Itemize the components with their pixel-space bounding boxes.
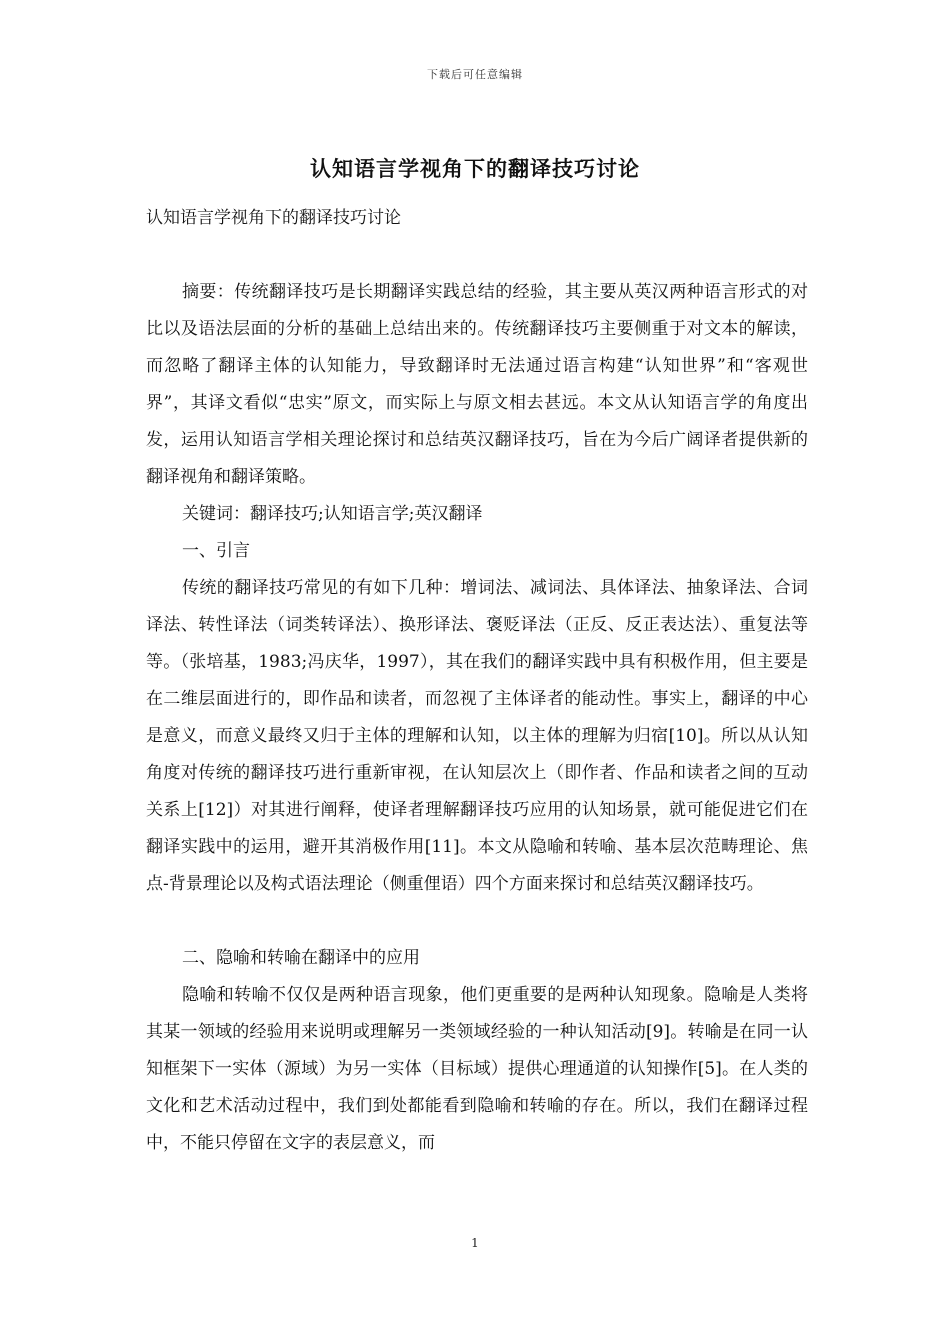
header-note: 下载后可任意编辑 <box>427 68 523 81</box>
page-number: 1 <box>471 1236 479 1250</box>
keywords-line: 关键词：翻译技巧;认知语言学;英汉翻译 <box>182 504 483 524</box>
section-2-paragraph: 隐喻和转喻不仅仅是两种语言现象，他们更重要的是两种认知现象。隐喻是人类将其某一领域的经验用来说明或理解另一类领域经验的一种认知活动[9]。转喻是在同一认知框架下一实体（源域）为另一实体（目标域）提供心理通道的认知操作[5]。在人类的文化和艺术活动过程中，我们到处都能看到隐喻和转喻的存在。所以，我们在翻译过程中，不能只停留在文字的表层意义，而 <box>146 985 808 1153</box>
document-title: 认知语言学视角下的翻译技巧讨论 <box>310 156 640 181</box>
section-1-paragraph: 传统的翻译技巧常见的有如下几种：增词法、减词法、具体译法、抽象译法、合词译法、转性译法（词类转译法）、换形译法、褒贬译法（正反、反正表达法）、重复法等等。（张培基，1983;冯庆华，1997），其在我们的翻译实践中具有积极作用，但主要是在二维层面进行的，即作品和读者，而忽视了主体译者的能动性。事实上，翻译的中心是意义，而意义最终又归于主体的理解和认知，以主体的理解为归宿[10]。所以从认知角度对传统的翻译技巧进行重新审视，在认知层次上（即作者、作品和读者之间的互动关系上[12]）对其进行阐释，使译者理解翻译技巧应用的认知场景，就可能促进它们在翻译实践中的运用，避开其消极作用[11]。本文从隐喻和转喻、基本层次范畴理论、焦点-背景理论以及构式语法理论（侧重俚语）四个方面来探讨和总结英汉翻译技巧。 <box>146 578 808 894</box>
abstract-paragraph: 摘要：传统翻译技巧是长期翻译实践总结的经验，其主要从英汉两种语言形式的对比以及语法层面的分析的基础上总结出来的。传统翻译技巧主要侧重于对文本的解读，而忽略了翻译主体的认知能力，导致翻译时无法通过语言构建“认知世界”和“客观世界”，其译文看似“忠实”原文，而实际上与原文相去甚远。本文从认知语言学的角度出发，运用认知语言学相关理论探讨和总结英汉翻译技巧，旨在为今后广阔译者提供新的翻译视角和翻译策略。 <box>146 282 808 487</box>
section-1-heading: 一、引言 <box>182 541 250 561</box>
document-subtitle: 认知语言学视角下的翻译技巧讨论 <box>146 208 401 228</box>
document-body <box>146 200 808 1162</box>
section-2-heading: 二、隐喻和转喻在翻译中的应用 <box>182 948 420 968</box>
